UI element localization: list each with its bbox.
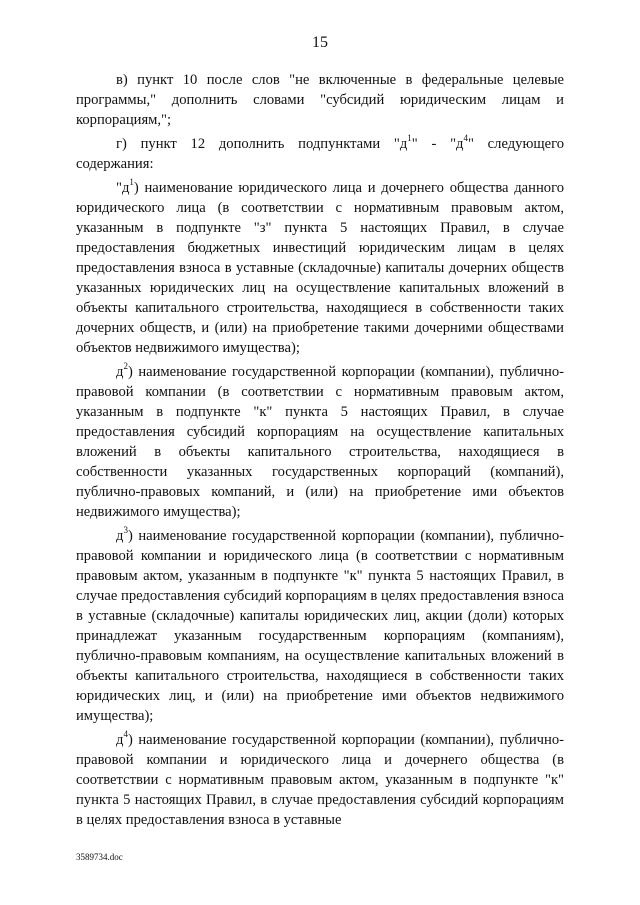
superscript-index: 3	[123, 525, 128, 536]
superscript-index: 1	[407, 133, 412, 144]
superscript-index: 4	[463, 133, 468, 144]
paragraph-text: "д	[116, 180, 130, 196]
superscript-index: 4	[123, 729, 128, 740]
document-body	[76, 70, 564, 834]
superscript-index: 1	[129, 177, 134, 188]
paragraph-p-d1	[76, 178, 564, 358]
paragraph-p-v	[76, 70, 564, 130]
paragraph-text: ) наименование юридического лица и дочернего общества данного юридического лица (в соответствии с нормативным правовым актом, указанным в подпункте "з" пункта 5 настоящих Правил, в случае предоставления бюджетных инвестиций юридическим лицам в целях предоставления взноса в уставные (складочные) капиталы дочерних обществ указанных юридических лиц на осуществление капитальных вложений в объекты капитального строительства, находящиеся в собственности таких дочерних обществ, и (или) на приобретение такими дочерними обществами объектов недвижимого имущества);	[76, 180, 564, 356]
superscript-index: 2	[123, 361, 128, 372]
footer-filename: 3589734.doc	[76, 852, 123, 862]
paragraph-text: " следующего содержания:	[76, 136, 564, 172]
paragraph-text: ) наименование государственной корпорации (компании), публично-правовой компании и юридического лица и дочернего общества (в соответствии с нормативным правовым актом, указанным в подпункте "к" пункта 5 настоящих Правил, в случае предоставления субсидий корпорациям в целях предоставления взноса в уставные	[76, 732, 564, 828]
page-number: 15	[312, 34, 328, 51]
paragraph-text: д	[116, 528, 124, 544]
paragraph-text: д	[116, 364, 124, 380]
paragraph-text: ) наименование государственной корпорации (компании), публично-правовой компании и юридического лица (в соответствии с нормативным правовым актом, указанным в подпункте "к" пункта 5 настоящих Правил, в случае предоставления субсидий корпорациям в целях предоставления взноса в уставные (складочные) капиталы юридических лиц, акции (доли) которых принадлежат указанным государственным корпорациям (компаниям), публично-правовым компаниям, на осуществление капитальных вложений в объекты капитального строительства, находящиеся в собственности таких юридических лиц, и (или) на приобретение ими объектов недвижимого имущества);	[76, 528, 564, 724]
paragraph-p-g	[76, 134, 564, 174]
paragraph-p-d2	[76, 362, 564, 522]
paragraph-text: " - "д	[411, 136, 464, 152]
paragraph-text: в) пункт 10 после слов "не включенные в федеральные целевые программы," дополнить словами "субсидий юридическим лицам и корпорациям,";	[76, 72, 564, 128]
paragraph-text: ) наименование государственной корпорации (компании), публично-правовой компании (в соответствии с нормативным правовым актом, указанным в подпункте "к" пункта 5 настоящих Правил, в случае предоставления субсидий корпорациям на осуществление капитальных вложений в объекты капитального строительства, находящиеся в собственности указанных государственных корпораций (компаний), публично-правовых компаний, и (или) на приобретение ими объектов недвижимого имущества);	[76, 364, 564, 520]
paragraph-text: г) пункт 12 дополнить подпунктами "д	[116, 136, 408, 152]
paragraph-p-d4	[76, 730, 564, 830]
paragraph-text: д	[116, 732, 124, 748]
paragraph-p-d3	[76, 526, 564, 726]
